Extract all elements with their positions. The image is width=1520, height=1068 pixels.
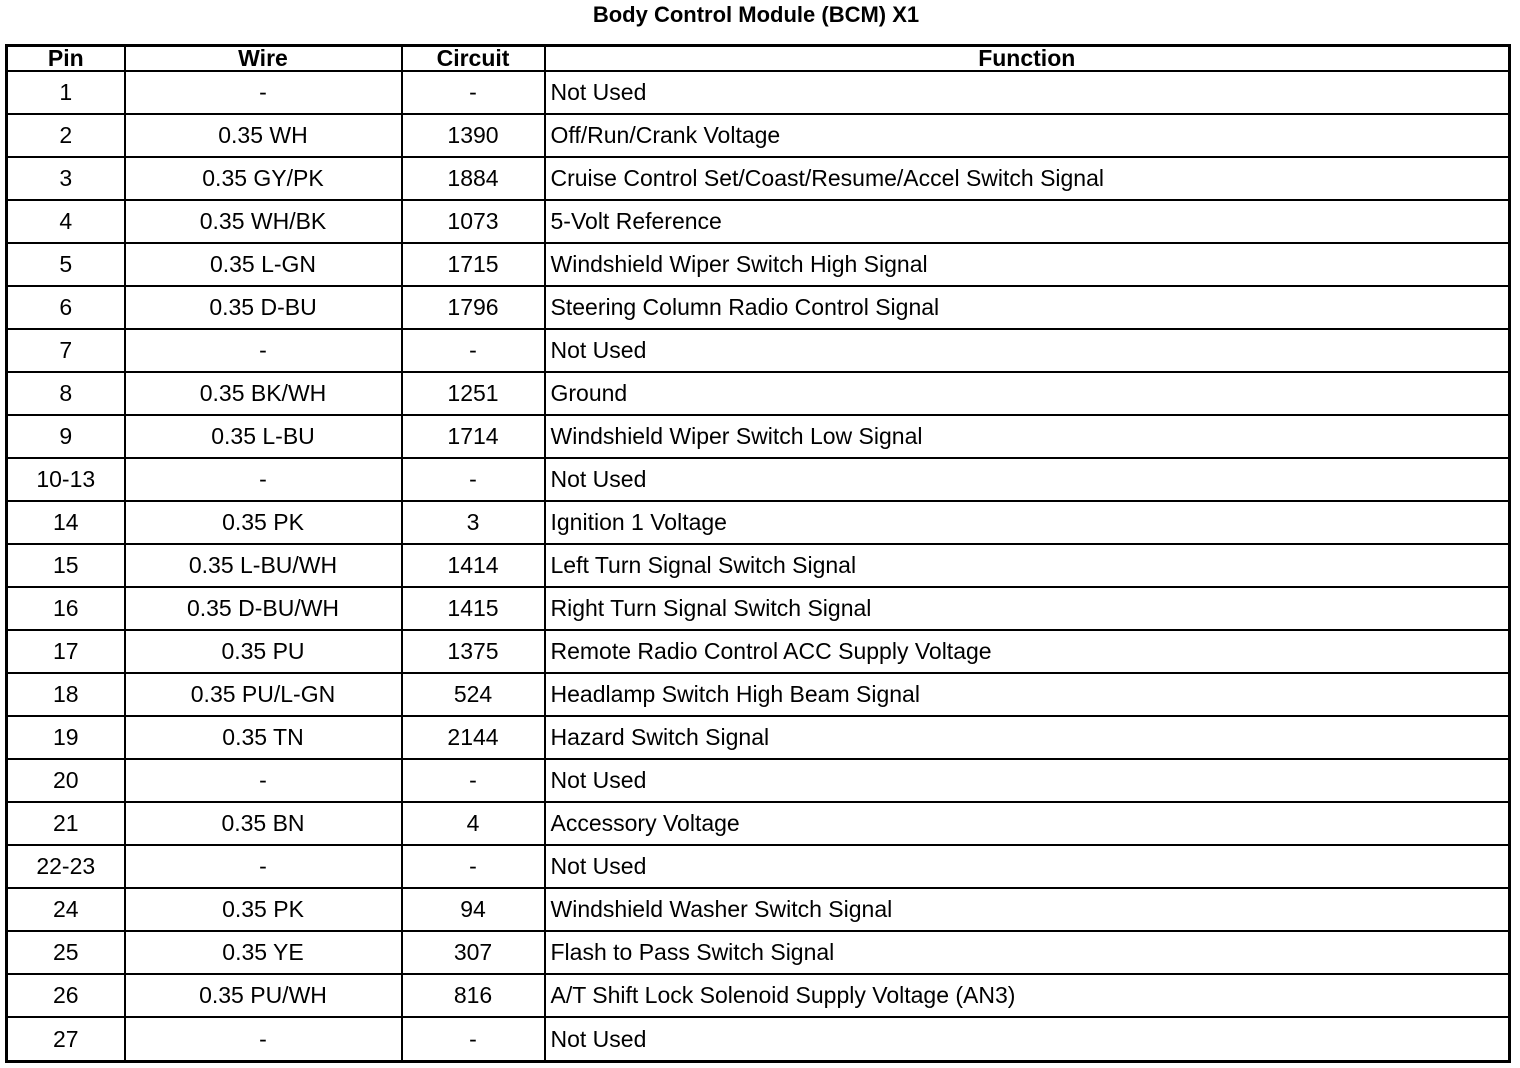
circuit-cell: -: [402, 845, 545, 888]
header-pin: Pin: [7, 46, 125, 72]
function-cell: Not Used: [545, 329, 1510, 372]
pin-cell: 21: [7, 802, 125, 845]
pin-cell: 19: [7, 716, 125, 759]
circuit-cell: 524: [402, 673, 545, 716]
wire-cell: -: [125, 329, 402, 372]
function-cell: Right Turn Signal Switch Signal: [545, 587, 1510, 630]
circuit-cell: 94: [402, 888, 545, 931]
table-row: [7, 329, 1510, 372]
circuit-cell: -: [402, 458, 545, 501]
wire-cell: 0.35 BK/WH: [125, 372, 402, 415]
circuit-cell: 1390: [402, 114, 545, 157]
pinout-table: [5, 44, 1511, 1063]
wire-cell: 0.35 PU: [125, 630, 402, 673]
table-row: [7, 415, 1510, 458]
circuit-cell: 3: [402, 501, 545, 544]
table-row: [7, 931, 1510, 974]
circuit-cell: -: [402, 329, 545, 372]
pin-cell: 4: [7, 200, 125, 243]
pin-cell: 20: [7, 759, 125, 802]
circuit-cell: 1714: [402, 415, 545, 458]
function-cell: A/T Shift Lock Solenoid Supply Voltage (AN3): [545, 974, 1510, 1017]
function-cell: Not Used: [545, 759, 1510, 802]
function-cell: Cruise Control Set/Coast/Resume/Accel Switch Signal: [545, 157, 1510, 200]
function-cell: Headlamp Switch High Beam Signal: [545, 673, 1510, 716]
pin-cell: 7: [7, 329, 125, 372]
wire-cell: 0.35 D-BU/WH: [125, 587, 402, 630]
table-row: [7, 759, 1510, 802]
wire-cell: 0.35 L-BU: [125, 415, 402, 458]
function-cell: Windshield Wiper Switch Low Signal: [545, 415, 1510, 458]
circuit-cell: 1715: [402, 243, 545, 286]
table-row: [7, 802, 1510, 845]
circuit-cell: -: [402, 1017, 545, 1061]
function-cell: Windshield Wiper Switch High Signal: [545, 243, 1510, 286]
pin-cell: 18: [7, 673, 125, 716]
pin-cell: 16: [7, 587, 125, 630]
table-row: [7, 974, 1510, 1017]
table-row: [7, 544, 1510, 587]
wire-cell: -: [125, 759, 402, 802]
table-row: [7, 1017, 1510, 1061]
pin-cell: 14: [7, 501, 125, 544]
wire-cell: 0.35 PU/WH: [125, 974, 402, 1017]
function-cell: Not Used: [545, 1017, 1510, 1061]
function-cell: Not Used: [545, 845, 1510, 888]
function-cell: Steering Column Radio Control Signal: [545, 286, 1510, 329]
pin-cell: 5: [7, 243, 125, 286]
function-cell: Off/Run/Crank Voltage: [545, 114, 1510, 157]
wire-cell: 0.35 GY/PK: [125, 157, 402, 200]
table-row: [7, 630, 1510, 673]
table-row: [7, 200, 1510, 243]
wire-cell: 0.35 PK: [125, 501, 402, 544]
table-row: [7, 888, 1510, 931]
function-cell: Not Used: [545, 71, 1510, 114]
wire-cell: 0.35 PK: [125, 888, 402, 931]
table-row: [7, 243, 1510, 286]
function-cell: Flash to Pass Switch Signal: [545, 931, 1510, 974]
wire-cell: -: [125, 1017, 402, 1061]
wire-cell: 0.35 L-GN: [125, 243, 402, 286]
table-row: [7, 501, 1510, 544]
wire-cell: 0.35 YE: [125, 931, 402, 974]
function-cell: 5-Volt Reference: [545, 200, 1510, 243]
wire-cell: 0.35 PU/L-GN: [125, 673, 402, 716]
page-title: Body Control Module (BCM) X1: [592, 2, 920, 27]
pin-cell: 9: [7, 415, 125, 458]
function-cell: Ground: [545, 372, 1510, 415]
circuit-cell: 2144: [402, 716, 545, 759]
table-row: [7, 114, 1510, 157]
wire-cell: 0.35 D-BU: [125, 286, 402, 329]
wire-cell: 0.35 WH: [125, 114, 402, 157]
function-cell: Ignition 1 Voltage: [545, 501, 1510, 544]
table-row: [7, 458, 1510, 501]
circuit-cell: 1375: [402, 630, 545, 673]
function-cell: Hazard Switch Signal: [545, 716, 1510, 759]
pin-cell: 22-23: [7, 845, 125, 888]
wire-cell: 0.35 BN: [125, 802, 402, 845]
table-row: [7, 716, 1510, 759]
header-circuit: Circuit: [402, 46, 545, 72]
pin-cell: 3: [7, 157, 125, 200]
circuit-cell: -: [402, 759, 545, 802]
function-cell: Accessory Voltage: [545, 802, 1510, 845]
pin-cell: 8: [7, 372, 125, 415]
pin-cell: 1: [7, 71, 125, 114]
wire-cell: 0.35 TN: [125, 716, 402, 759]
table-row: [7, 71, 1510, 114]
table-row: [7, 372, 1510, 415]
circuit-cell: 1415: [402, 587, 545, 630]
pin-cell: 15: [7, 544, 125, 587]
wire-cell: -: [125, 458, 402, 501]
circuit-cell: 307: [402, 931, 545, 974]
circuit-cell: 1414: [402, 544, 545, 587]
header-function: Function: [545, 46, 1510, 72]
circuit-cell: 1251: [402, 372, 545, 415]
header-row: [7, 46, 1510, 72]
pin-cell: 27: [7, 1017, 125, 1061]
circuit-cell: 4: [402, 802, 545, 845]
pin-cell: 17: [7, 630, 125, 673]
circuit-cell: 816: [402, 974, 545, 1017]
wire-cell: -: [125, 845, 402, 888]
table-row: [7, 286, 1510, 329]
table-row: [7, 845, 1510, 888]
wire-cell: 0.35 WH/BK: [125, 200, 402, 243]
function-cell: Left Turn Signal Switch Signal: [545, 544, 1510, 587]
wire-cell: -: [125, 71, 402, 114]
pin-cell: 2: [7, 114, 125, 157]
circuit-cell: 1073: [402, 200, 545, 243]
circuit-cell: 1884: [402, 157, 545, 200]
circuit-cell: 1796: [402, 286, 545, 329]
header-wire: Wire: [125, 46, 402, 72]
function-cell: Remote Radio Control ACC Supply Voltage: [545, 630, 1510, 673]
table-row: [7, 673, 1510, 716]
pin-cell: 6: [7, 286, 125, 329]
pin-cell: 26: [7, 974, 125, 1017]
table-row: [7, 587, 1510, 630]
table-row: [7, 157, 1510, 200]
pin-cell: 10-13: [7, 458, 125, 501]
function-cell: Windshield Washer Switch Signal: [545, 888, 1510, 931]
pin-cell: 24: [7, 888, 125, 931]
wire-cell: 0.35 L-BU/WH: [125, 544, 402, 587]
circuit-cell: -: [402, 71, 545, 114]
function-cell: Not Used: [545, 458, 1510, 501]
pin-cell: 25: [7, 931, 125, 974]
